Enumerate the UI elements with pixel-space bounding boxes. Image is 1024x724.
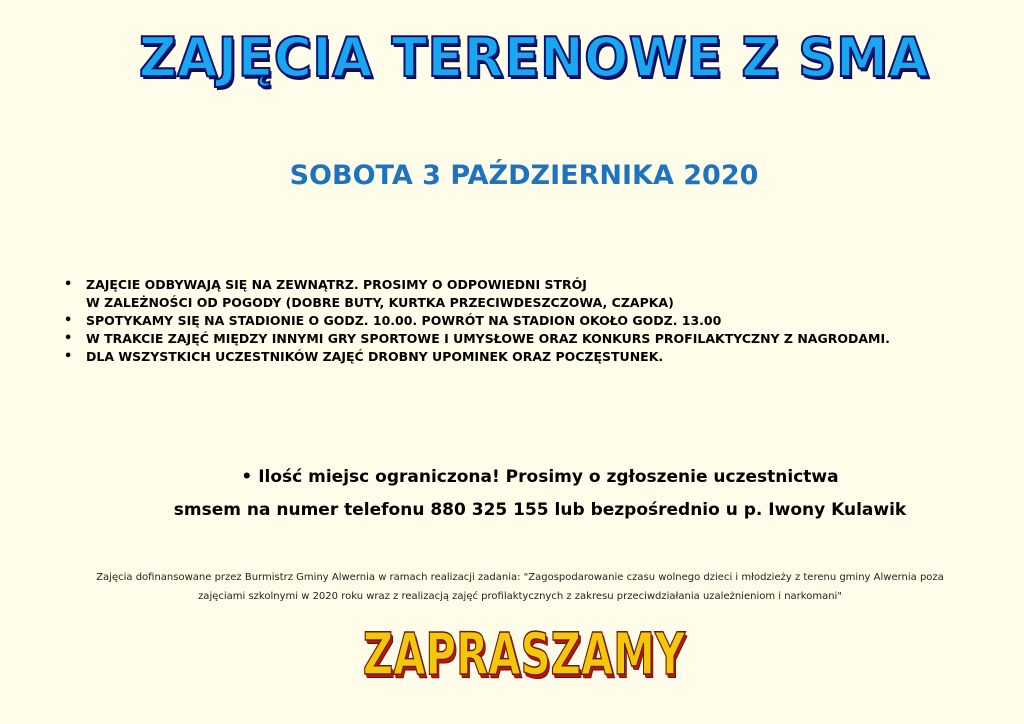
poster-title: ZAJĘCIA TERENOWE Z SMA	[138, 26, 930, 90]
funding-line: Zajęcia dofinansowane przez Burmistrz Gminy Alwernia w ramach realizacji zadania: "Zagospodarowanie czasu wolnego dzieci i młodzieży z terenu gminy Alwernia poza	[96, 572, 944, 583]
list-item	[64, 348, 1004, 366]
list-item-text: W TRAKCIE ZAJĘĆ MIĘDZY INNYMI GRY SPORTOWE I UMYSŁOWE ORAZ KONKURS PROFILAKTYCZNY Z NAGRODAMI.	[86, 331, 890, 346]
funding-line: zajęciami szkolnymi w 2020 roku wraz z realizacją zajęć profilaktycznych z zakresu przeciwdziałania uzależnieniom i narkomani"	[198, 591, 842, 602]
bullet-icon: •	[64, 313, 73, 328]
list-item-text: W ZALEŻNOŚCI OD POGODY (DOBRE BUTY, KURTKA PRZECIWDESZCZOWA, CZAPKA)	[86, 295, 674, 310]
info-list	[64, 276, 1004, 366]
bullet-icon: •	[64, 349, 73, 364]
registration-notice: • Ilość miejsc ograniczona! Prosimy o zgłoszenie uczestnictwa	[241, 467, 839, 487]
list-item	[64, 330, 1004, 348]
list-item	[64, 312, 1004, 330]
registration-contact: smsem na numer telefonu 880 325 155 lub bezpośrednio u p. Iwony Kulawik	[173, 500, 907, 520]
funding-note	[0, 568, 1024, 606]
event-date: SOBOTA 3 PAŹDZIERNIKA 2020	[289, 160, 759, 191]
list-item	[64, 276, 1004, 312]
bullet-icon: •	[64, 331, 73, 346]
list-item-text: SPOTYKAMY SIĘ NA STADIONIE O GODZ. 10.00. POWRÓT NA STADION OKOŁO GODZ. 13.00	[86, 313, 722, 328]
list-item-text: ZAJĘCIE ODBYWAJĄ SIĘ NA ZEWNĄTRZ. PROSIMY O ODPOWIEDNI STRÓJ	[86, 277, 587, 292]
list-item-text: DLA WSZYSTKICH UCZESTNIKÓW ZAJĘĆ DROBNY UPOMINEK ORAZ POCZĘSTUNEK.	[86, 349, 664, 364]
invitation-heading: ZAPRASZAMY	[362, 620, 686, 688]
bullet-icon: •	[64, 277, 73, 292]
